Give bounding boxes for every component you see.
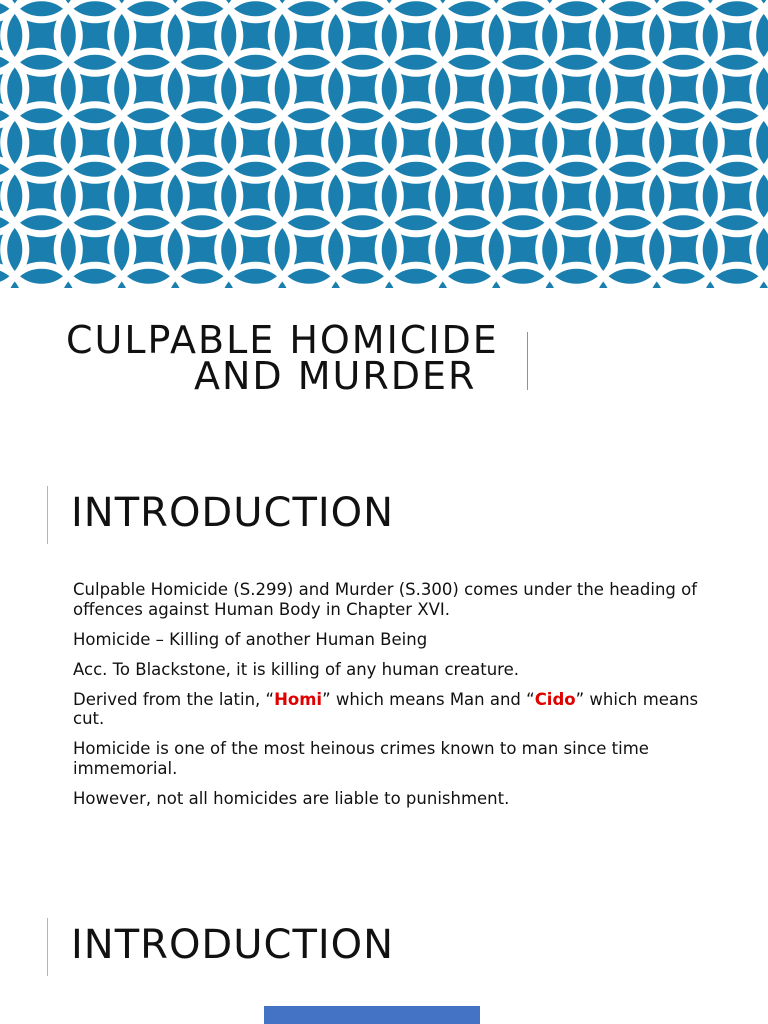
paragraph: Homicide – Killing of another Human Being <box>73 629 428 649</box>
slide-title-line-1: CULPABLE HOMICIDE <box>66 318 499 362</box>
highlight-word-homi: Homi <box>274 689 323 709</box>
diagram-box <box>264 1006 480 1024</box>
section-accent-rule <box>47 918 48 976</box>
slide-title-line-2: AND MURDER <box>194 354 477 398</box>
introduction-body <box>73 580 713 819</box>
paragraph: Culpable Homicide (S.299) and Murder (S.300) comes under the heading of offences against Human Body in Chapter XVI. <box>73 580 698 619</box>
paragraph: Homicide is one of the most heinous crimes known to man since time immemorial. <box>73 739 649 778</box>
paragraph: Acc. To Blackstone, it is killing of any human creature. <box>73 659 519 679</box>
text-fragment: ” which means Man and “ <box>322 689 535 709</box>
title-divider <box>527 332 528 390</box>
section-heading-introduction-2: INTRODUCTION <box>71 922 395 968</box>
section-heading-introduction: INTRODUCTION <box>71 490 395 536</box>
decorative-banner <box>0 0 768 288</box>
highlight-word-cido: Cido <box>534 689 576 709</box>
text-fragment: ” which means cut. <box>73 689 699 728</box>
paragraph: However, not all homicides are liable to punishment. <box>73 788 510 808</box>
circle-pattern-graphic <box>0 0 768 288</box>
paragraph-etymology <box>73 690 713 729</box>
text-fragment: Derived from the latin, “ <box>73 689 275 709</box>
section-accent-rule <box>47 486 48 544</box>
